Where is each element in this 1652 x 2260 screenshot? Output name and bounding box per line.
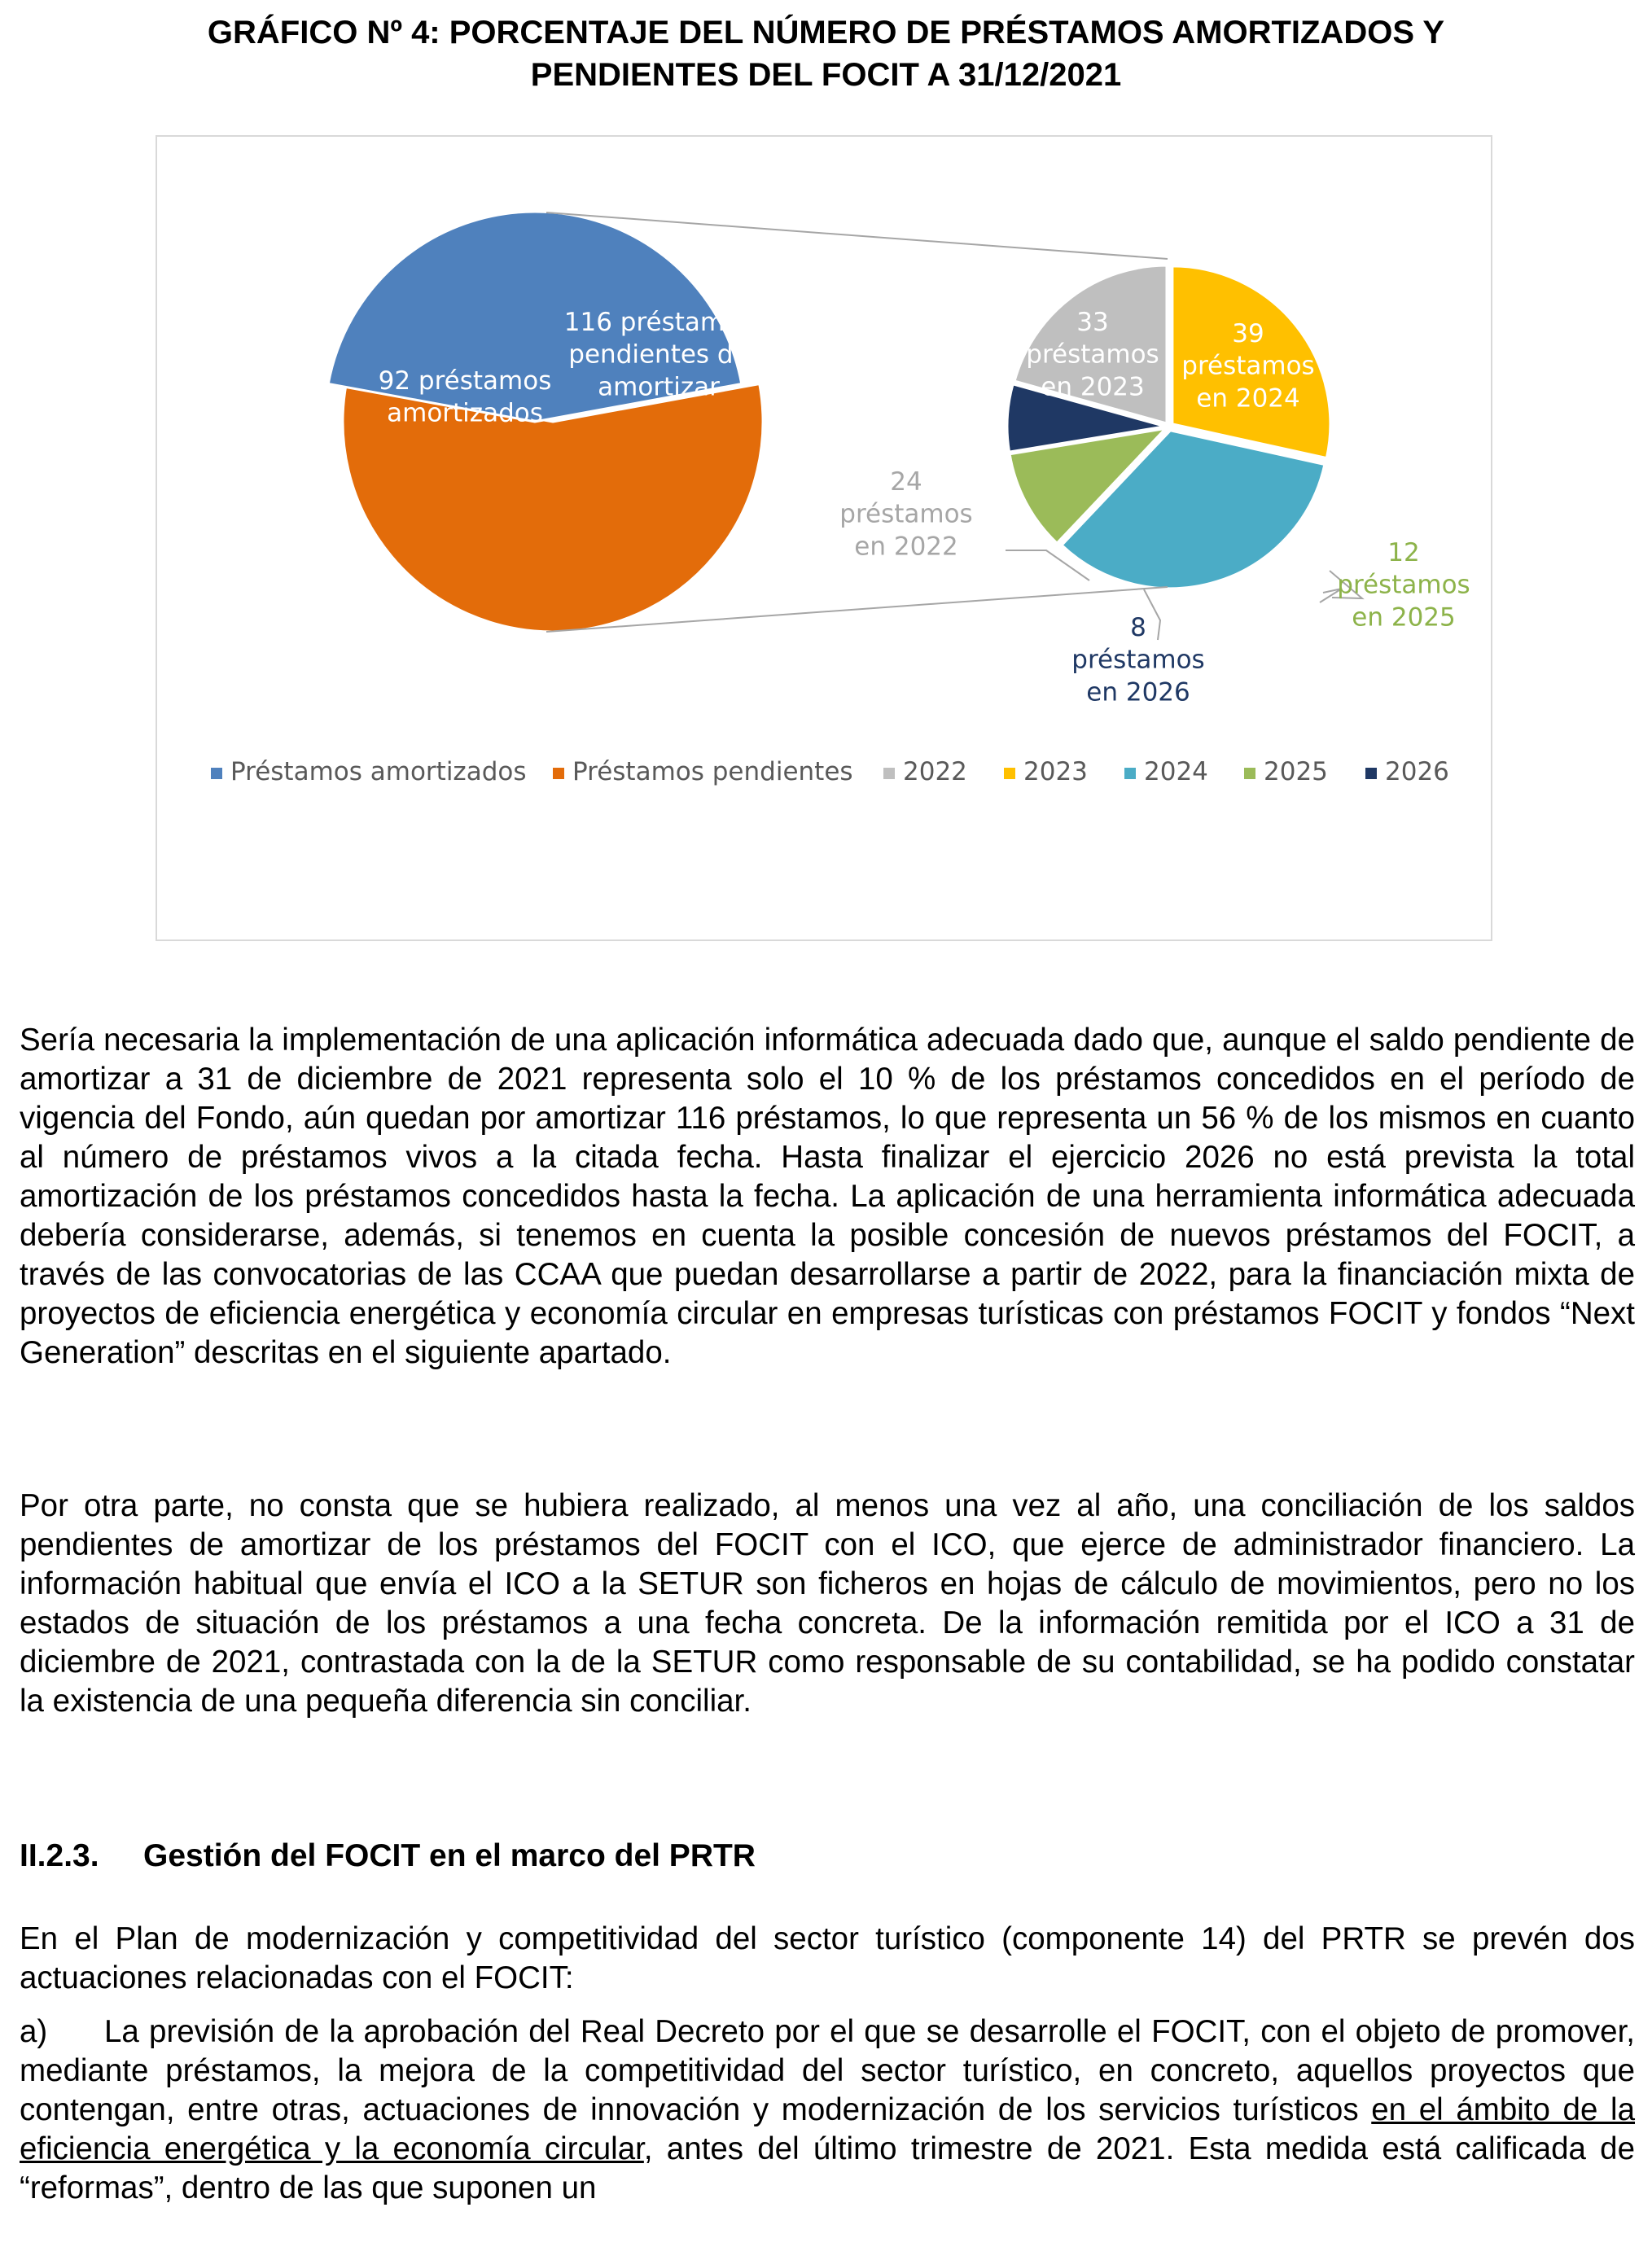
legend-swatch-prestamos-amortizados [211,768,222,779]
chart-title [0,11,1652,96]
legend-swatch-2023 [1004,768,1015,779]
chart-title-line-2: PENDIENTES DEL FOCIT A 31/12/2021 [530,57,1122,93]
legend-label-2022: 2022 [903,757,967,786]
label-amortizados: 92 préstamos amortizados [378,366,552,428]
chart-title-line-1: GRÁFICO Nº 4: PORCENTAJE DEL NÚMERO DE PRÉSTAMOS AMORTIZADOS Y [207,15,1445,50]
legend-label-2023: 2023 [1023,757,1088,786]
paragraph-1: Sería necesaria la implementación de una aplicación informática adecuada dado que, aunque el saldo pendiente de amortizar a 31 de diciembre de 2021 representa solo el 10 % de los préstamos concedidos en el período de vigencia del Fondo, aún quedan por amortizar 116 préstamos, lo que representa un 56 % de los mismos en cuanto al número de préstamos vivos a la citada fecha. Hasta finalizar el ejercicio 2026 no está prevista la total amortización de los préstamos concedidos hasta la fecha. La aplicación de una herramienta informática adecuada debería considerarse, además, si tenemos en cuenta la posible concesión de nuevos préstamos del FOCIT, a través de las convocatorias de las CCAA que puedan desarrollarse a partir de 2022, para la financiación mixta de proyectos de eficiencia energética y economía circular en empresas turísticas con préstamos FOCIT y fondos “Next Generation” descritas en el siguiente apartado. [20,1023,1635,1370]
label-2022: 24 préstamos en 2022 [839,467,973,562]
legend-swatch-2026 [1365,768,1377,779]
paragraph-2: Por otra parte, no consta que se hubiera realizado, al menos una vez al año, una conciliación de los saldos pendientes de amortizar de los préstamos del FOCIT con el ICO, que ejerce de administrador financiero. La información habitual que envía el ICO a la SETUR son ficheros en hojas de cálculo de movimientos, pero no los estados de situación de los préstamos a una fecha concreta. De la información remitida por el ICO a 31 de diciembre de 2021, contrastada con la de la SETUR como responsable de su contabilidad, se ha podido constatar la existencia de una pequeña diferencia sin conciliar. [20,1488,1635,1719]
section-number: II.2.3. [20,1838,99,1873]
section-heading [20,1837,756,1876]
label-2023: 33 préstamos en 2023 [1026,308,1159,402]
legend-label-prestamos-pendientes: Préstamos pendientes [572,757,853,786]
legend-label-2025: 2025 [1264,757,1328,786]
paragraph-3: En el Plan de modernización y competitividad del sector turístico (componente 14) del PRTR se prevén dos actuaciones relacionadas con el FOCIT: [20,1921,1635,1995]
legend-swatch-2022 [883,768,895,779]
chart-svg [157,137,1494,943]
list-item-a [20,2013,1635,2208]
list-item-underlined-text: en el ámbito de la eficiencia energética y la economía circular [20,2092,1635,2166]
list-item-text-after: , antes del último trimestre de 2021. Esta medida está calificada de “reformas”, dentro de las que suponen un [20,2131,1635,2205]
label-2024: 39 préstamos en 2024 [1181,319,1315,414]
label-pendientes: 116 préstamos pendientes de amortizar [563,308,754,402]
legend-swatch-2024 [1124,768,1136,779]
section-title: Gestión del FOCIT en el marco del PRTR [143,1838,756,1873]
list-item-text-before: La previsión de la aprobación del Real Decreto por el que se desarrolle el FOCIT, con el objeto de promover, mediante préstamos, la mejora de la competitividad del sector turístico, en concreto, aquellos proyectos que contengan, entre otras, actuaciones de innovación y modernización de los servicios turísticos [20,2014,1635,2127]
legend-label-2024: 2024 [1144,757,1208,786]
list-marker: a) [20,2014,48,2049]
pie-of-pie-chart [156,135,1492,941]
legend-swatch-prestamos-pendientes [553,768,564,779]
leader-line-2026 [1144,589,1160,640]
label-2026: 8 préstamos en 2026 [1071,613,1205,707]
legend-label-2026: 2026 [1385,757,1449,786]
legend-label-prestamos-amortizados: Préstamos amortizados [230,757,527,786]
label-2025: 12 préstamos en 2025 [1337,538,1470,633]
legend-swatch-2025 [1244,768,1255,779]
